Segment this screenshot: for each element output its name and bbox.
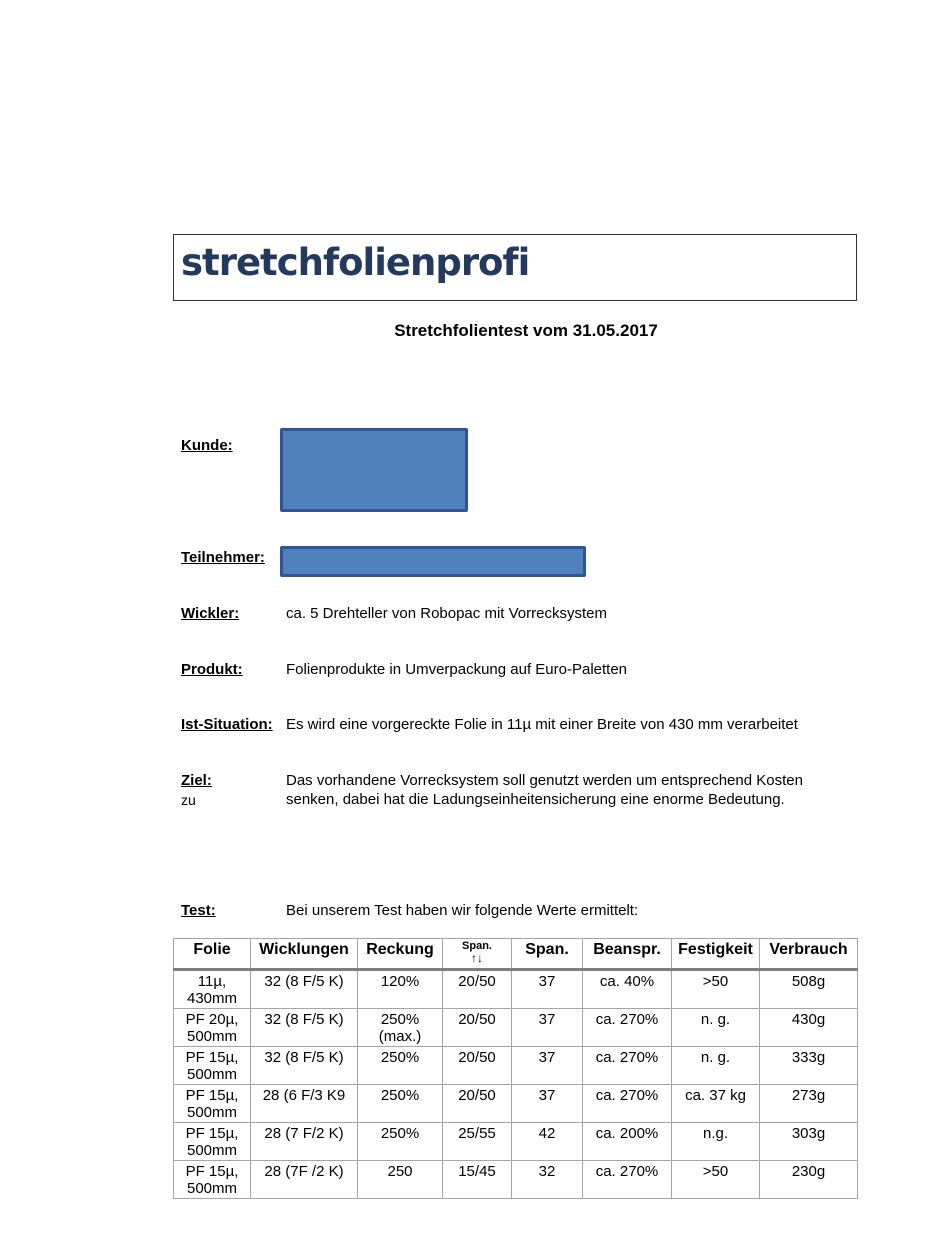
- logo-frame: [173, 234, 857, 301]
- company-logo: stretchfolienprofi: [181, 241, 530, 284]
- ziel-sub-text: zu: [181, 792, 196, 808]
- header-festigkeit: Festigkeit: [672, 939, 760, 970]
- cell-verbrauch: 508g: [760, 970, 858, 1009]
- document-title: Stretchfolientest vom 31.05.2017: [394, 321, 658, 340]
- cell-verbrauch: 230g: [760, 1161, 858, 1199]
- table-header-row: [174, 939, 858, 970]
- cell-verbrauch: 333g: [760, 1047, 858, 1085]
- cell-span-arrows: 20/50: [443, 1047, 512, 1085]
- cell-reckung-line-1: 250%: [380, 1049, 420, 1066]
- cell-wicklungen: 32 (8 F/5 K): [251, 1009, 358, 1047]
- cell-folie-line-1: PF 20µ,: [185, 1011, 239, 1028]
- cell-wicklungen: 28 (7F /2 K): [251, 1161, 358, 1199]
- cell-folie-line-2: 500mm: [186, 1142, 238, 1159]
- cell-span-arrows: 20/50: [443, 1009, 512, 1047]
- table-row: [174, 1085, 858, 1123]
- cell-reckung-line-1: 120%: [380, 973, 420, 990]
- cell-folie-line-1: 11µ,: [197, 973, 227, 990]
- test-value: Bei unserem Test haben wir folgende Werte ermittelt:: [286, 902, 639, 919]
- header-verbrauch: Verbrauch: [760, 939, 858, 970]
- cell-reckung-line-1: 250%: [380, 1087, 420, 1104]
- cell-verbrauch: 430g: [760, 1009, 858, 1047]
- cell-folie: [174, 970, 251, 1009]
- header-wicklungen: Wicklungen: [251, 939, 358, 970]
- cell-span: 32: [512, 1161, 583, 1199]
- cell-span: 37: [512, 1047, 583, 1085]
- cell-span-arrows: 15/45: [443, 1161, 512, 1199]
- ziel-value-line-1: Das vorhandene Vorrecksystem soll genutzt werden um entsprechend Kosten: [286, 772, 803, 789]
- kunde-label: Kunde:: [181, 437, 233, 454]
- cell-folie: [174, 1085, 251, 1123]
- cell-span: 37: [512, 1085, 583, 1123]
- header-folie: Folie: [174, 939, 251, 970]
- cell-folie-line-1: PF 15µ,: [185, 1163, 239, 1180]
- cell-wicklungen: 32 (8 F/5 K): [251, 970, 358, 1009]
- cell-festigkeit: >50: [672, 1161, 760, 1199]
- table-row: [174, 1047, 858, 1085]
- header-reckung: Reckung: [358, 939, 443, 970]
- table-row: [174, 1123, 858, 1161]
- kunde-redaction-box: [280, 428, 468, 512]
- ist-situation-label: Ist-Situation:: [181, 716, 273, 733]
- cell-reckung: [358, 1047, 443, 1085]
- cell-wicklungen: 32 (8 F/5 K): [251, 1047, 358, 1085]
- cell-festigkeit: >50: [672, 970, 760, 1009]
- up-down-arrows-icon: ↑↓: [471, 951, 483, 965]
- ziel-label: Ziel:: [181, 772, 212, 789]
- cell-beanspr: ca. 40%: [583, 970, 672, 1009]
- cell-festigkeit: ca. 37 kg: [672, 1085, 760, 1123]
- cell-folie-line-1: PF 15µ,: [185, 1125, 239, 1142]
- cell-verbrauch: 303g: [760, 1123, 858, 1161]
- cell-reckung-line-1: 250%: [380, 1011, 420, 1028]
- cell-reckung-line-1: 250: [387, 1163, 413, 1180]
- ziel-value-line-2: senken, dabei hat die Ladungseinheitensicherung eine enorme Bedeutung.: [286, 791, 785, 808]
- cell-beanspr: ca. 270%: [583, 1161, 672, 1199]
- header-span-arrows: [443, 939, 512, 970]
- wickler-label: Wickler:: [181, 605, 240, 622]
- cell-reckung: [358, 1085, 443, 1123]
- cell-wicklungen: 28 (7 F/2 K): [251, 1123, 358, 1161]
- cell-folie-line-1: PF 15µ,: [185, 1049, 239, 1066]
- cell-verbrauch: 273g: [760, 1085, 858, 1123]
- test-label: Test:: [181, 902, 216, 919]
- teilnehmer-redaction-box: [280, 546, 586, 577]
- header-beanspr: Beanspr.: [583, 939, 672, 970]
- cell-festigkeit: n.g.: [672, 1123, 760, 1161]
- cell-folie: [174, 1047, 251, 1085]
- produkt-label: Produkt:: [181, 661, 243, 678]
- cell-reckung-line-2: (max.): [378, 1028, 422, 1045]
- header-span-small-label: Span.: [462, 940, 492, 952]
- cell-span: 42: [512, 1123, 583, 1161]
- cell-reckung-line-1: 250%: [380, 1125, 420, 1142]
- cell-reckung: [358, 970, 443, 1009]
- cell-reckung: [358, 1123, 443, 1161]
- teilnehmer-label: Teilnehmer:: [181, 549, 265, 566]
- cell-folie-line-2: 500mm: [186, 1180, 238, 1197]
- cell-wicklungen: 28 (6 F/3 K9: [251, 1085, 358, 1123]
- cell-folie: [174, 1161, 251, 1199]
- cell-span: 37: [512, 970, 583, 1009]
- cell-folie-line-2: 430mm: [186, 990, 238, 1007]
- produkt-value: Folienprodukte in Umverpackung auf Euro-Paletten: [286, 661, 628, 678]
- table-row: [174, 1161, 858, 1199]
- cell-folie-line-2: 500mm: [186, 1028, 238, 1045]
- wickler-value: ca. 5 Drehteller von Robopac mit Vorrecksystem: [286, 605, 607, 622]
- cell-folie: [174, 1123, 251, 1161]
- cell-beanspr: ca. 270%: [583, 1085, 672, 1123]
- cell-reckung: [358, 1009, 443, 1047]
- cell-folie-line-2: 500mm: [186, 1104, 238, 1121]
- table-row: [174, 1009, 858, 1047]
- cell-festigkeit: n. g.: [672, 1009, 760, 1047]
- cell-festigkeit: n. g.: [672, 1047, 760, 1085]
- cell-reckung: [358, 1161, 443, 1199]
- results-table: [173, 938, 858, 1199]
- cell-span: 37: [512, 1009, 583, 1047]
- cell-folie-line-1: PF 15µ,: [185, 1087, 239, 1104]
- cell-beanspr: ca. 270%: [583, 1009, 672, 1047]
- cell-folie-line-2: 500mm: [186, 1066, 238, 1083]
- cell-folie: [174, 1009, 251, 1047]
- ist-situation-value: Es wird eine vorgereckte Folie in 11µ mit einer Breite von 430 mm verarbeitet: [286, 716, 798, 733]
- header-span: Span.: [512, 939, 583, 970]
- cell-beanspr: ca. 270%: [583, 1047, 672, 1085]
- cell-beanspr: ca. 200%: [583, 1123, 672, 1161]
- cell-span-arrows: 20/50: [443, 1085, 512, 1123]
- cell-span-arrows: 20/50: [443, 970, 512, 1009]
- table-row: [174, 970, 858, 1009]
- cell-span-arrows: 25/55: [443, 1123, 512, 1161]
